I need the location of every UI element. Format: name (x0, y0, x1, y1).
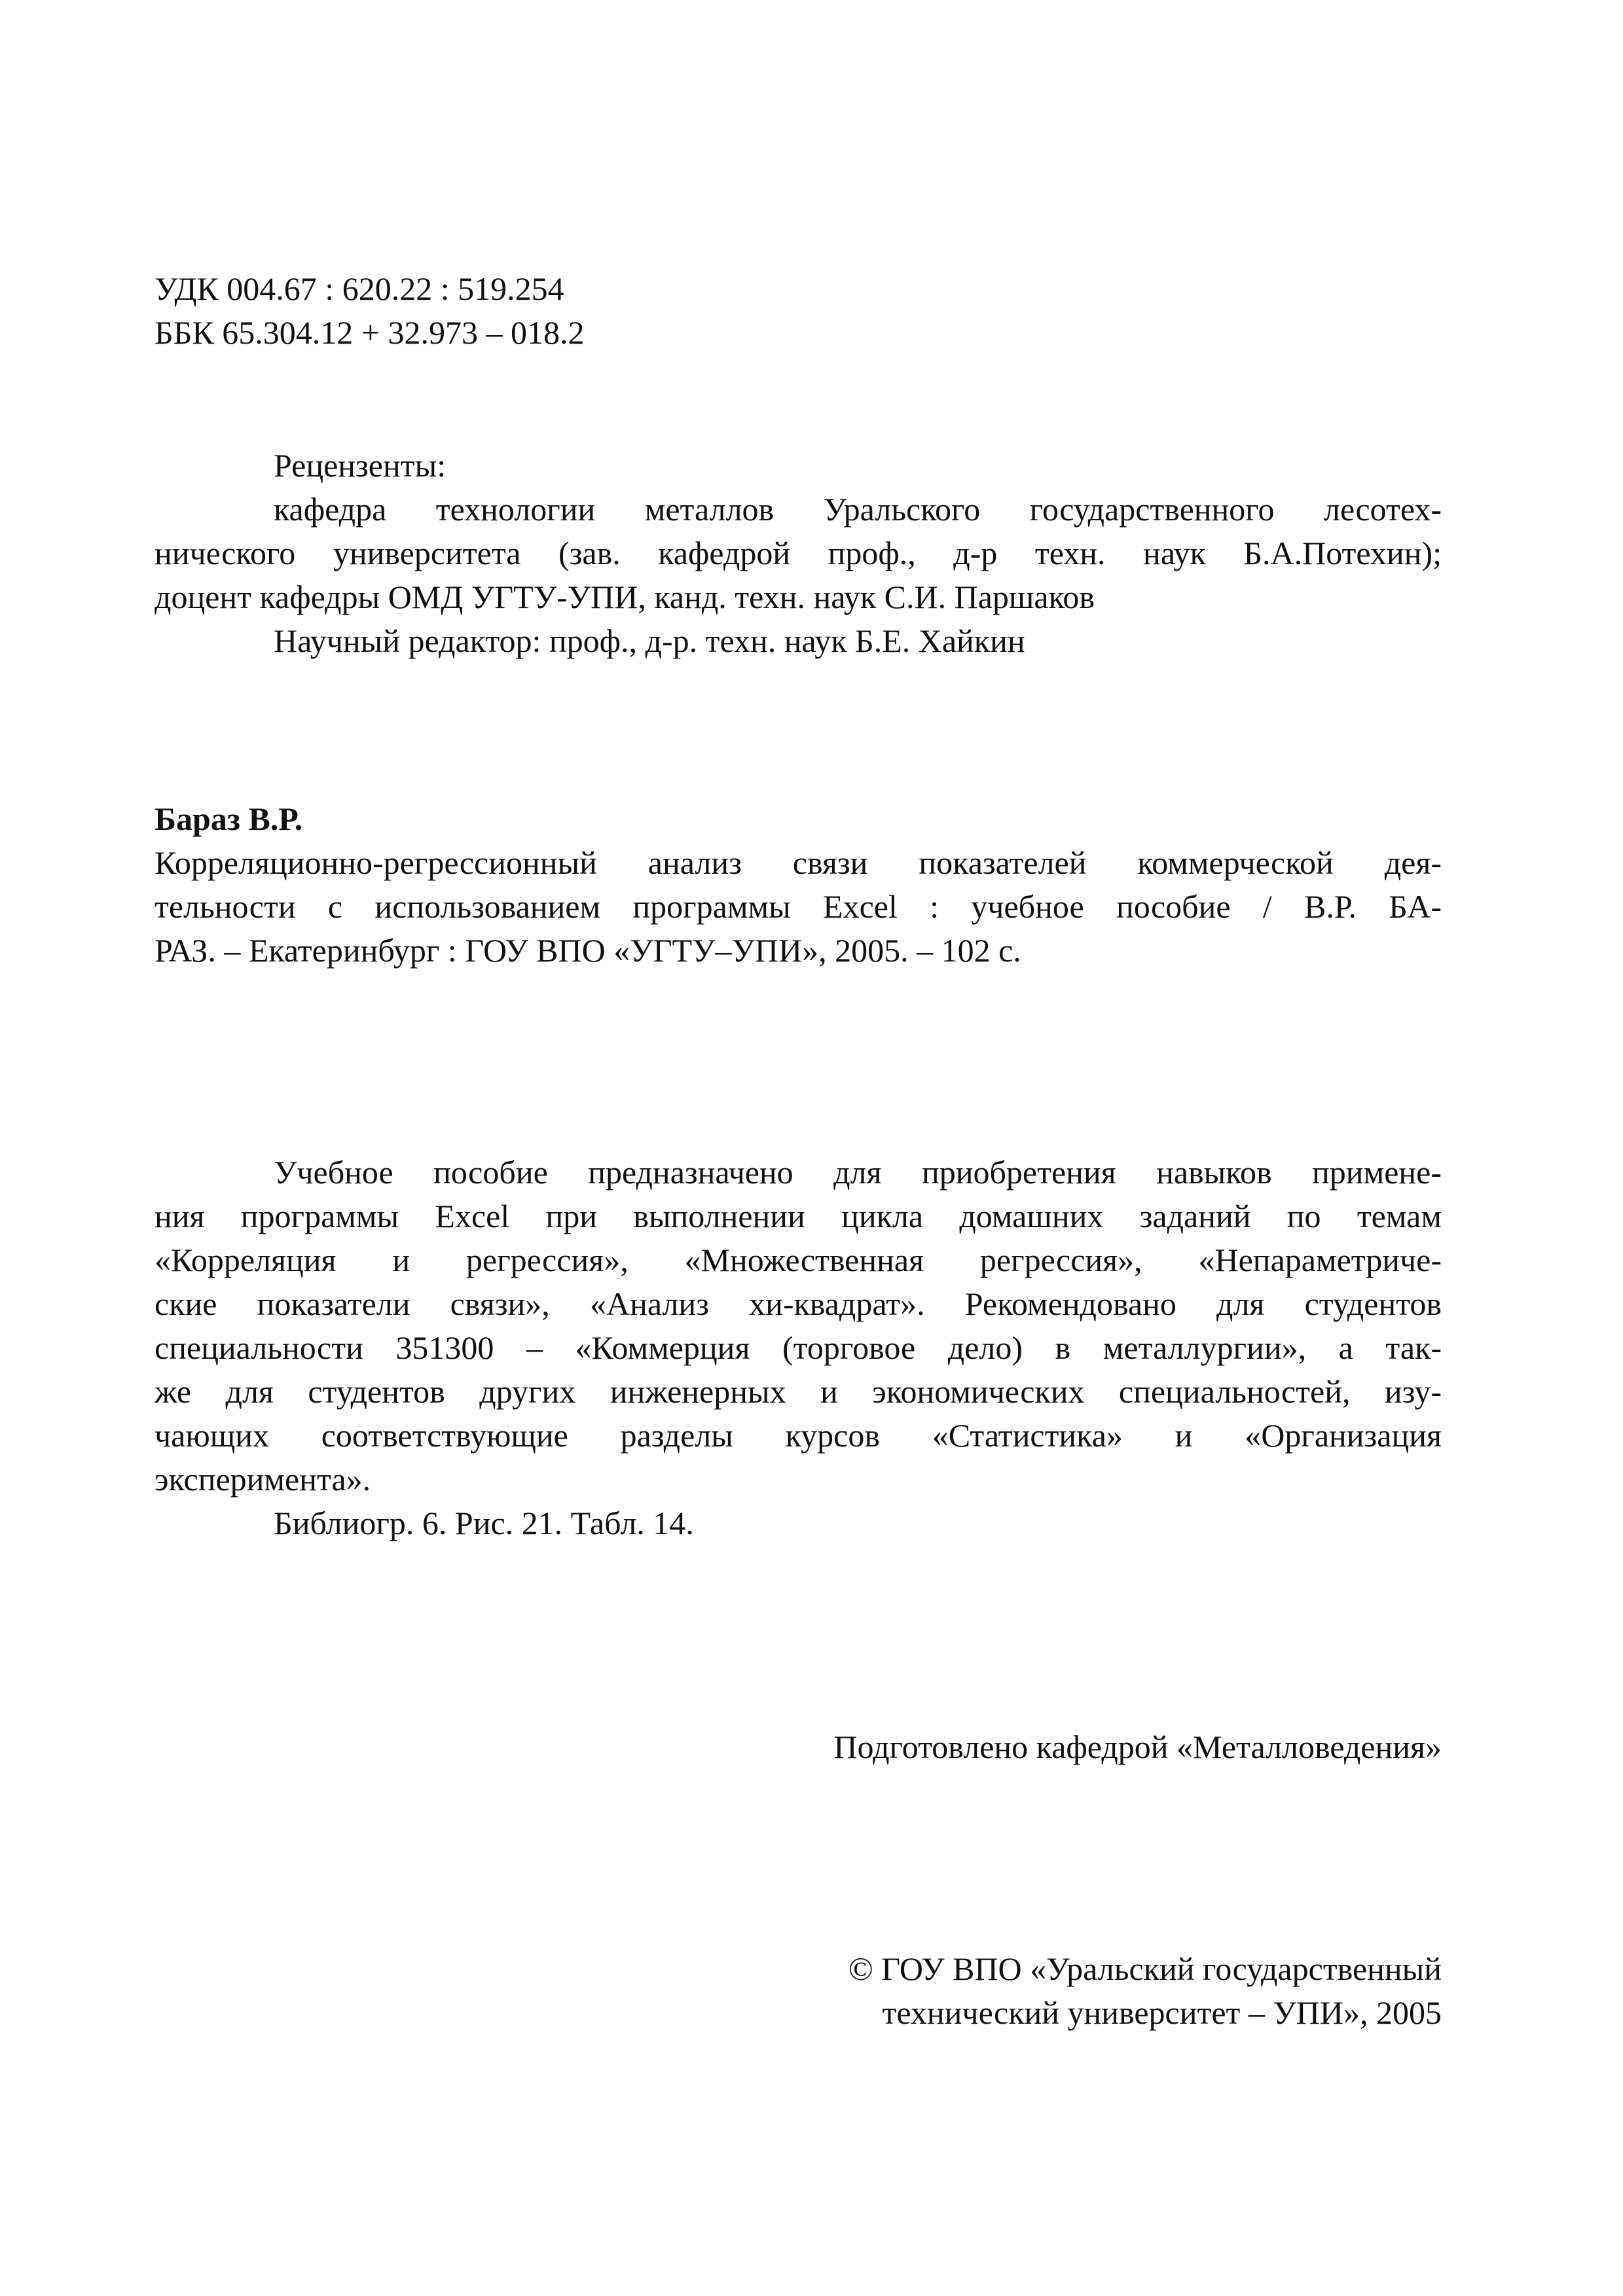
author-name: Бараз В.Р. (155, 800, 303, 837)
abstract-block (155, 1151, 1442, 1545)
abstract-line: ния программы Excel при выполнении цикла домашних заданий по темам (155, 1198, 1442, 1234)
reviewer-line: доцент кафедры ОМД УГТУ-УПИ, канд. техн. наук С.И. Паршаков (155, 579, 1095, 615)
abstract-line: Учебное пособие предназначено для приобретения навыков примене- (274, 1154, 1442, 1191)
reviewer-line: кафедра технологии металлов Уральского государственного лесотех- (274, 491, 1442, 528)
abstract-line: специальности 351300 – «Коммерция (торговое дело) в металлургии», а так- (155, 1329, 1442, 1366)
scientific-editor: Научный редактор: проф., д-р. техн. наук Б.Е. Хайкин (274, 622, 1025, 659)
reviewer-line: нического университета (зав. кафедрой проф., д-р техн. наук Б.А.Потехин); (155, 535, 1442, 571)
abstract-line: ские показатели связи», «Анализ хи-квадрат». Рекомендовано для студентов (155, 1285, 1442, 1322)
abstract-line: чающих соответствующие разделы курсов «Статистика» и «Организация (155, 1417, 1442, 1454)
abstract-line: эксперимента». (155, 1461, 371, 1498)
bibliography-line: Корреляционно-регрессионный анализ связи показателей коммерческой дея- (155, 844, 1442, 881)
prepared-by: Подготовлено кафедрой «Металловедения» (833, 1729, 1442, 1765)
bibliography-block (155, 797, 1442, 973)
abstract-line: же для студентов других инженерных и экономических специальностей, изу- (155, 1373, 1442, 1410)
abstract-stats: Библиогр. 6. Рис. 21. Табл. 14. (274, 1505, 694, 1541)
reviewers-block (155, 444, 1442, 663)
reviewers-heading: Рецензенты: (274, 447, 447, 484)
classification-block (155, 267, 1442, 355)
abstract-line: «Корреляция и регрессия», «Множественная регрессия», «Непараметриче- (155, 1242, 1442, 1278)
bibliography-line: РАЗ. – Екатеринбург : ГОУ ВПО «УГТУ–УПИ», 2005. – 102 с. (155, 932, 1021, 969)
prepared-by-block (155, 1725, 1442, 1769)
copyright-line-2: технический университет – УПИ», 2005 (882, 1994, 1442, 2031)
bibliography-line: тельности с использованием программы Excel : учебное пособие / В.Р. БА- (155, 888, 1442, 925)
udk-code: УДК 004.67 : 620.22 : 519.254 (155, 270, 564, 307)
bbk-code: ББК 65.304.12 + 32.973 – 018.2 (155, 314, 585, 351)
copyright-line-1: © ГОУ ВПО «Уральский государственный (848, 1950, 1442, 1987)
copyright-block (155, 1947, 1442, 2035)
